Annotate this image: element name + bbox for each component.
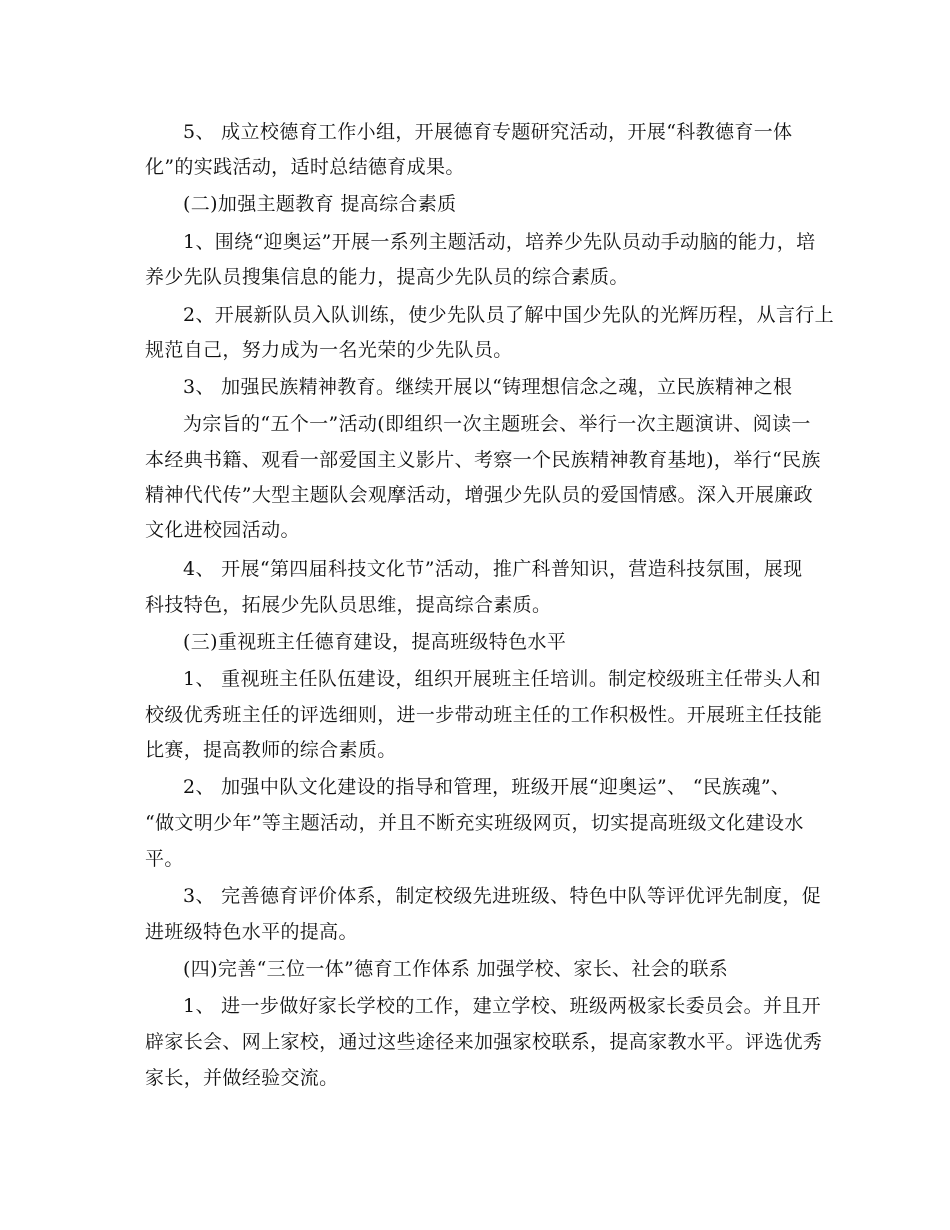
text-line: 3、 加强民族精神教育。继续开展以“铸理想信念之魂，立民族精神之根 bbox=[183, 376, 793, 398]
text-line: 家长，并做经验交流。 bbox=[145, 1067, 339, 1089]
text-line: 2、 加强中队文化建设的指导和管理，班级开展“迎奥运”、 “民族魂”、 bbox=[183, 776, 791, 798]
text-line: 养少先队员搜集信息的能力，提高少先队员的综合素质。 bbox=[145, 266, 629, 288]
section-heading: (四)完善“三位一体”德育工作体系 加强学校、家长、社会的联系 bbox=[183, 958, 729, 980]
text-line: 平。 bbox=[145, 848, 184, 870]
section-heading: (三)重视班主任德育建设，提高班级特色水平 bbox=[183, 631, 567, 653]
text-line: 比赛，提高教师的综合素质。 bbox=[145, 739, 397, 761]
section-heading: (二)加强主题教育 提高综合素质 bbox=[183, 193, 457, 215]
text-line: 辟家长会、网上家校，通过这些途径来加强家校联系，提高家教水平。评选优秀 bbox=[145, 1031, 823, 1053]
text-line: 3、 完善德育评价体系，制定校级先进班级、特色中队等评优评先制度，促 bbox=[183, 885, 822, 907]
text-line: 5、 成立校德育工作小组，开展德育专题研究活动，开展“科教德育一体 bbox=[183, 121, 793, 143]
text-line: 文化进校园活动。 bbox=[145, 519, 300, 541]
text-line: 校级优秀班主任的评选细则，进一步带动班主任的工作积极性。开展班主任技能 bbox=[145, 704, 823, 726]
text-line: 科技特色，拓展少先队员思维，提高综合素质。 bbox=[145, 594, 552, 616]
text-line: “做文明少年”等主题活动，并且不断充实班级网页，切实提高班级文化建设水 bbox=[145, 812, 804, 834]
text-line: 1、 进一步做好家长学校的工作，建立学校、班级两极家长委员会。并且开 bbox=[183, 995, 822, 1017]
text-line: 化”的实践活动，适时总结德育成果。 bbox=[145, 156, 465, 178]
text-line: 进班级特色水平的提高。 bbox=[145, 921, 358, 943]
text-line: 规范自己，努力成为一名光荣的少先队员。 bbox=[145, 339, 513, 361]
text-line: 1、 重视班主任队伍建设，组织开展班主任培训。制定校级班主任带头人和 bbox=[183, 668, 822, 690]
text-line: 本经典书籍、观看一部爱国主义影片、考察一个民族精神教育基地)，举行“民族 bbox=[145, 449, 821, 471]
text-line: 为宗旨的“五个一”活动(即组织一次主题班会、举行一次主题演讲、阅读一 bbox=[183, 413, 811, 435]
text-line: 4、 开展“第四届科技文化节”活动，推广科普知识，营造科技氛围，展现 bbox=[183, 558, 803, 580]
text-line: 2、开展新队员入队训练，使少先队员了解中国少先队的光辉历程，从言行上 bbox=[183, 304, 834, 326]
text-line: 1、围绕“迎奥运”开展一系列主题活动，培养少先队员动手动脑的能力，培 bbox=[183, 231, 816, 253]
text-line: 精神代代传”大型主题队会观摩活动，增强少先队员的爱国情感。深入开展廉政 bbox=[145, 484, 813, 506]
